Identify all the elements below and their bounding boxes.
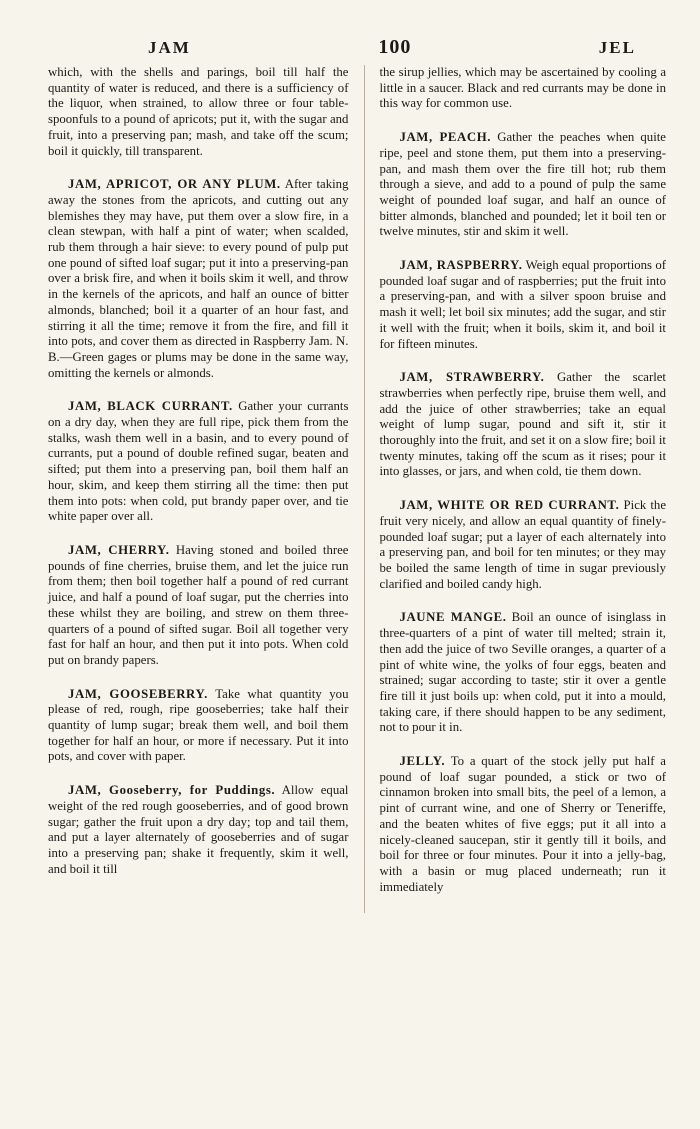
text-columns <box>48 65 666 913</box>
entry-heading: JELLY. <box>399 754 446 769</box>
entry-heading: JAM, CHERRY. <box>68 542 170 557</box>
entry-jam-strawberry: JAM, STRAWBERRY. Gather the scarlet strawberries when perfectly ripe, bruise them well, and add the juice of other strawberries; take an equal weight of lump sugar, pound and sift it, stir it thoroughly into the fruit, and set it on a slow fire; boil it twenty minutes, taking off the scum as it rises; pour it into glasses, or jars, and when cold, tie them down. <box>379 370 666 479</box>
right-column <box>364 65 666 913</box>
page-number: 100 <box>378 36 412 58</box>
running-head <box>48 36 666 59</box>
running-head-right: JEL <box>598 38 636 57</box>
entry-jelly: JELLY. To a quart of the stock jelly put half a pound of loaf sugar pounded, a stick or two of cinnamon broken into small bits, the peel of a lemon, a pint of currant wine, and one of Sherry or Teneriffe, and the beaten whites of five eggs; put it all into a nicely-cleaned saucepan, stir it gently till it boils, and boil for three or four minutes. Pour it into a jelly-bag, with a basin or mug placed underneath; run it immediately <box>379 754 666 894</box>
entry-jam-cherry: JAM, CHERRY. Having stoned and boiled three pounds of fine cherries, bruise them, and let the juice run from them; then boil together half a pound of red currant juice, and half a pound of loaf sugar, put the cherries into these whilst they are boiling, and strew on them three-quarters of a pound of sifted sugar. Boil all together very fast for half an hour, and then put it into pots. When cold put on brandy papers. <box>48 542 349 667</box>
entry-jam-gooseberry: JAM, GOOSEBERRY. Take what quantity you please of red, rough, ripe gooseberries; take half their quantity of lump sugar; break them well, and boil them together for half an hour, or more if necessary. Put it into pots, and cover with paper. <box>48 686 349 764</box>
running-head-left: JAM <box>148 38 191 57</box>
entry-heading: JAM, STRAWBERRY. <box>399 370 545 385</box>
entry-heading: JAUNE MANGE. <box>399 610 507 625</box>
entry-heading: JAM, APRICOT, OR ANY PLUM. <box>68 177 281 192</box>
entry-heading: JAM, Gooseberry, for Puddings. <box>68 783 276 798</box>
entry-heading: JAM, RASPBERRY. <box>399 258 523 273</box>
entry-jam-raspberry: JAM, RASPBERRY. Weigh equal proportions of pounded loaf sugar and of raspberries; put the fruit into a preserving-pan, and with a silver spoon bruise and mash it well; let boil six minutes; add the sugar, and stir it well with the fruit; when it boils, skim it, and boil it for fifteen minutes. <box>379 258 667 351</box>
left-column <box>48 65 348 913</box>
entry-jaune-mange: JAUNE MANGE. Boil an ounce of isinglass in three-quarters of a pint of water till melted; strain it, then add the juice of two Seville oranges, a quarter of a pint of white wine, the yolks of four eggs, beaten and strained; sugar according to taste; stir it over a gentle fire till it just boils up: when cold, put it into a mould, taking care, if there should happen to be any sediment, not to pour it in. <box>379 610 667 735</box>
entry-jam-black-currant: JAM, BLACK CURRANT. Gather your currants on a dry day, when they are full ripe, pick them from the stalks, wash them well in a basin, and to every pound of currants, put a pound of double refined sugar, beaten and sifted; put them into a preserving pan, boil them half an hour, skim, and keep them stirring all the time: then put them into pots: when cold, put brandy paper over, and tie white paper over all. <box>48 399 349 524</box>
entry-jam-peach: JAM, PEACH. Gather the peaches when quite ripe, peel and stone them, put them into a preserving-pan, and mash them over the fire till hot; rub them through a sieve, and add to a pound of pulp the same weight of pounded loaf sugar, and half an ounce of bitter almonds, blanched and pounded; let it boil ten or twelve minutes, stir and skim it well. <box>379 130 666 239</box>
entry-jam-white-red-currant: JAM, WHITE OR RED CURRANT. Pick the fruit very nicely, and allow an equal quantity of finely-pounded loaf sugar; put a layer of each alternately into a preserving pan, and boil for ten minutes; or they may be boiled the same length of time in sugar previously clarified and boiled candy high. <box>379 498 666 591</box>
entry-heading: JAM, BLACK CURRANT. <box>68 399 233 414</box>
entry-heading: JAM, WHITE OR RED CURRANT. <box>399 498 620 513</box>
entry-heading: JAM, PEACH. <box>399 130 492 145</box>
entry-heading: JAM, GOOSEBERRY. <box>68 686 208 701</box>
entry-jam-gooseberry-puddings: JAM, Gooseberry, for Puddings. Allow equal weight of the red rough gooseberries, and of good brown sugar; gather the fruit upon a dry day; top and tail them, and put a layer alternately of gooseberries and of sugar into a preserving pan; shake it frequently, skim it well, and boil it till <box>48 783 349 876</box>
entry-jam-apricot: JAM, APRICOT, OR ANY PLUM. After taking away the stones from the apricots, and cutting out any blemishes they may have, put them over a slow fire, in a clean stewpan, with half a pint of water; when scalded, rub them through a hair sieve: to every pound of pulp put one pound of sifted loaf sugar; put it into a preserving-pan over a brisk fire, and when it boils skim it well, and throw in the kernels of the apricots, and half an ounce of bitter almonds, blanched; boil it a quarter of an hour fast, and stirring it all the time; remove it from the fire, and fill it into pots, and cover them as directed in Raspberry Jam. N. B.—Green gages or plums may be done in the same way, omitting the kernels or almonds. <box>48 177 349 380</box>
entry-continuation: which, with the shells and parings, boil till half the quantity of water is reduced, and there is a sufficiency of the liquor, when strained, to allow three or four table-spoonfuls to a pound of apricots; put it, with the sugar and fruit, into a preserving pan; mash, and take off the scum; boil it quickly, till transparent. <box>48 65 349 158</box>
entry-continuation: the sirup jellies, which may be ascertained by cooling a little in a saucer. Black and red currants may be done in this way for common use. <box>379 65 666 111</box>
